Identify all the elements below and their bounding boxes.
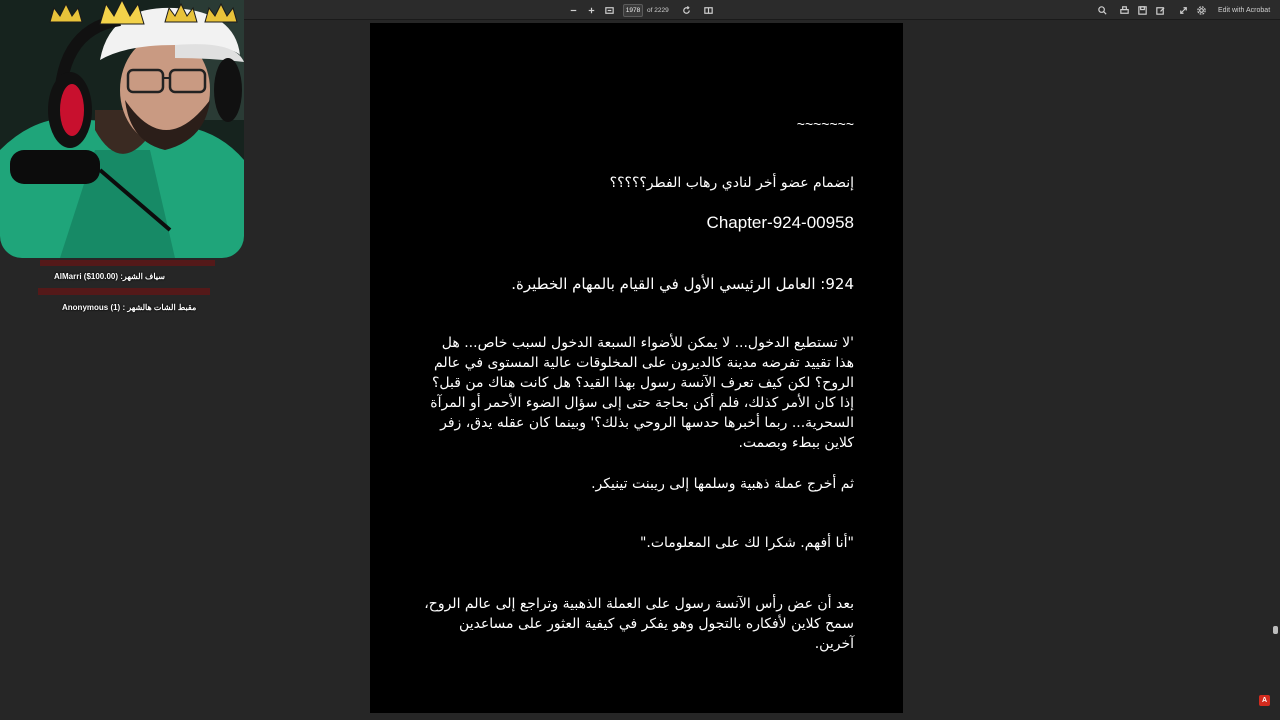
edit-icon — [1152, 2, 1168, 18]
streamer-picture — [0, 0, 244, 258]
chapter-code: Chapter-924-00958 — [706, 213, 854, 232]
search-button[interactable] — [1094, 0, 1110, 20]
edit-with-acrobat-button[interactable] — [1218, 0, 1270, 20]
fit-page-button[interactable] — [601, 0, 617, 20]
webcam-feed — [0, 0, 244, 258]
top-chatter-line: Anonymous (1) : مقبط الشات هالشهر — [62, 303, 197, 312]
page-total-label: of 2229 — [647, 6, 669, 14]
page-number-input[interactable] — [623, 4, 643, 17]
paragraph-3: "أنا أفهم. شكرا لك على المعلومات." — [639, 535, 854, 551]
expand-button[interactable] — [1175, 0, 1191, 20]
acrobat-badge-icon[interactable]: A — [1259, 695, 1270, 706]
printer-icon — [1116, 2, 1132, 18]
zoom-in-button[interactable] — [583, 0, 599, 20]
settings-button[interactable] — [1193, 0, 1209, 20]
chapter-title: 924: العامل الرئيسي الأول في القيام بالمهام الخطيرة. — [511, 275, 854, 293]
page-number-group — [623, 0, 669, 20]
crown-decoration-icon — [40, 0, 240, 26]
rotate-button[interactable] — [678, 0, 694, 20]
plus-icon — [583, 2, 599, 18]
scrollbar-thumb[interactable] — [1273, 626, 1278, 634]
page-view-button[interactable] — [700, 0, 716, 20]
paragraph-1: 'لا تستطيع الدخول... لا يمكن للأضواء السبعة الدخول لسبب خاص... هل هذا تقييد تفرضه مدينة كالديرون على المخلوقات عالية المستوى في عالم الروح؟ لكن كيف تعرف الآنسة رسول بهذا القيد؟ هل كانت هناك من قبل؟ إذا كان الأمر كذلك، فلم أكن بحاجة حتى إلى سؤال الضوء الأحمر أو المرآة السحرية... ربما أخبرها حدسها الروحي بذلك؟' وبينما كان عقله يدق، زفر كلاين ببطء وبصمت. — [430, 335, 854, 451]
search-icon — [1094, 2, 1110, 18]
save-button[interactable] — [1134, 0, 1150, 20]
overlay-decoration-red-line-2 — [38, 288, 210, 295]
save-icon — [1134, 2, 1150, 18]
minus-icon — [565, 2, 581, 18]
edit-button[interactable] — [1152, 0, 1168, 20]
paragraph-2: ثم أخرج عملة ذهبية وسلمها إلى ريبنت تينيكر. — [591, 476, 854, 492]
page-view-icon — [700, 2, 716, 18]
top-donor-line: AlMarri ($100.00) :سياف الشهر — [54, 272, 165, 281]
pdf-page — [370, 23, 903, 713]
edit-with-acrobat-label: Edit with Acrobat — [1218, 6, 1271, 14]
separator-tildes: ~~~~~~~ — [796, 116, 854, 132]
rotate-icon — [678, 2, 694, 18]
fit-page-icon — [601, 2, 617, 18]
overlay-decoration-red-line — [40, 260, 215, 266]
print-button[interactable] — [1116, 0, 1132, 20]
paragraph-4: بعد أن عض رأس الآنسة رسول على العملة الذهبية وتراجع إلى عالم الروح، سمح كلاين لأفكاره بالتجول وهو يفكر في كيفية العثور على مساعدين آخرين. — [424, 596, 854, 652]
paragraph-line-1: إنضمام عضو أخر لنادي رهاب الفطر؟؟؟؟؟ — [609, 175, 854, 191]
zoom-out-button[interactable] — [565, 0, 581, 20]
expand-icon — [1175, 2, 1191, 18]
gear-icon — [1193, 2, 1209, 18]
